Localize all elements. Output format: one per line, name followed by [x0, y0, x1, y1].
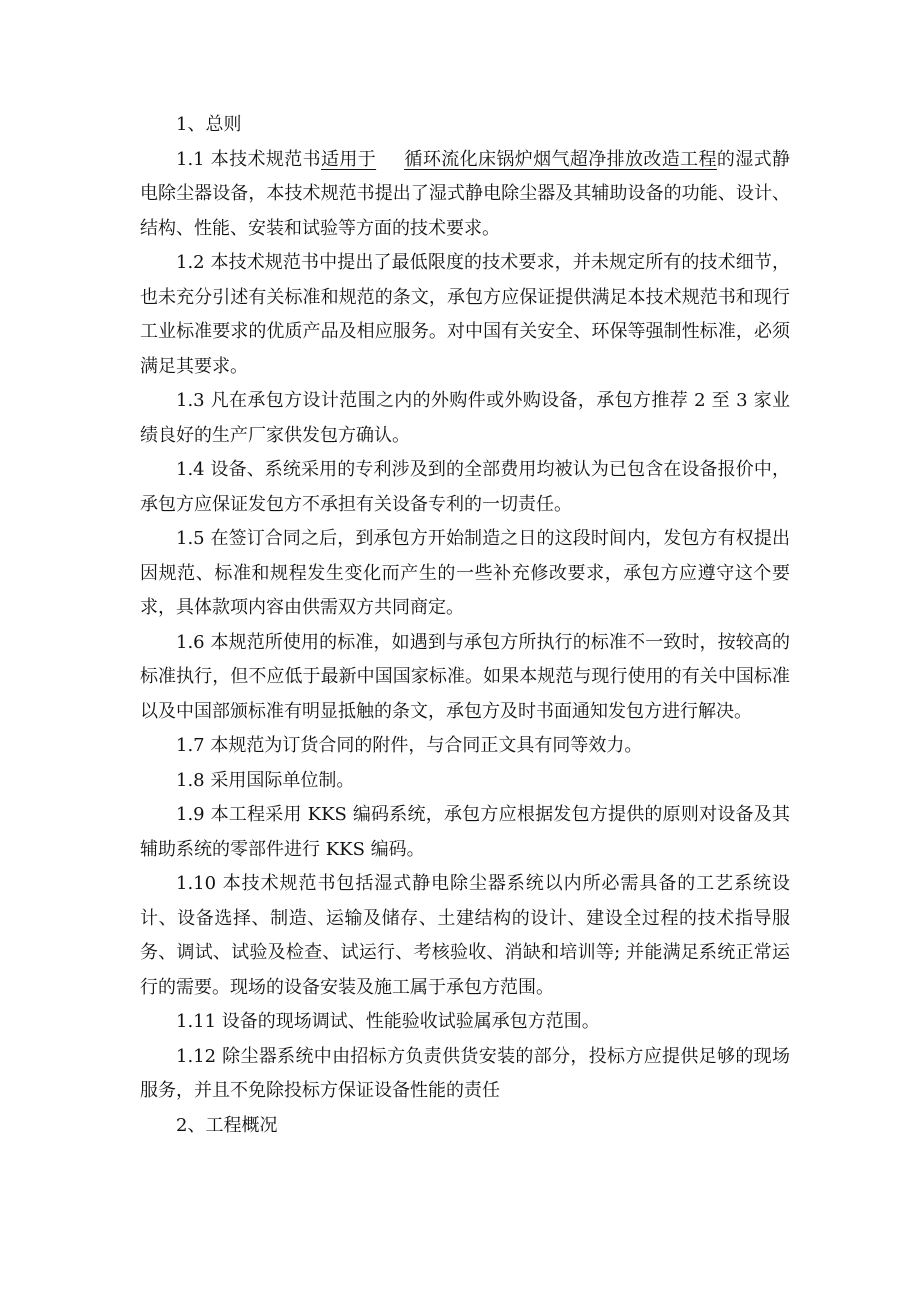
paragraph-1-9: 1.9 本工程采用 KKS 编码系统，承包方应根据发包方提供的原则对设备及其辅助系统的零部件进行 KKS 编码。: [140, 804, 790, 860]
document-body: [140, 108, 790, 1143]
section-heading-general: 1、总则: [176, 114, 242, 135]
paragraph-1-1: [140, 143, 790, 247]
paragraph-1-5: 1.5 在签订合同之后，到承包方开始制造之日的这段时间内，发包方有权提出因规范、标准和规程发生变化而产生的一些补充修改要求，承包方应遵守这个要求，具体款项内容由供需双方共同商定。: [140, 528, 790, 618]
paragraph-1-8: 1.8 采用国际单位制。: [176, 769, 355, 791]
underlined-applies-to: 适用于: [320, 148, 377, 170]
paragraph-1-4: 1.4 设备、系统采用的专利涉及到的全部费用均被认为已包含在设备报价中，承包方应保证发包方不承担有关设备专利的一切责任。: [140, 459, 790, 515]
paragraph-1-12: 1.12 除尘器系统中由招标方负责供货安装的部分，投标方应提供足够的现场服务，并且不免除投标方保证设备性能的责任: [140, 1045, 790, 1101]
paragraph-1-2: 1.2 本技术规范书中提出了最低限度的技术要求，并未规定所有的技术细节，也未充分引述有关标准和规范的条文，承包方应保证提供满足本技术规范书和现行工业标准要求的优质产品及相应服务。对中国有关安全、环保等强制性标准，必须满足其要求。: [140, 252, 790, 377]
paragraph-1-11: 1.11 设备的现场调试、性能验收试验属承包方范围。: [176, 1011, 600, 1032]
paragraph-1-10: 1.10 本技术规范书包括湿式静电除尘器系统以内所必需具备的工艺系统设计、设备选择、制造、运输及储存、土建结构的设计、建设全过程的技术指导服务、调试、试验及检查、试运行、考核验收、消缺和培训等; 并能满足系统正常运行的需要。现场的设备安装及施工属于承包方范围。: [140, 873, 790, 998]
paragraph-1-6: 1.6 本规范所使用的标准，如遇到与承包方所执行的标准不一致时，按较高的标准执行，但不应低于最新中国国家标准。如果本规范与现行使用的有关中国标准以及中国部颁标准有明显抵触的条文，承包方及时书面通知发包方进行解决。: [140, 631, 790, 722]
paragraph-1-1-suffix: 的湿式静电除尘器设备，本技术规范书提出了湿式静电除尘器及其辅助设备的功能、设计、结构、性能、安装和试验等方面的技术要求。: [140, 148, 791, 239]
paragraph-1-3: 1.3 凡在承包方设计范围之内的外购件或外购设备，承包方推荐 2 至 3 家业绩良好的生产厂家供发包方确认。: [140, 390, 790, 446]
paragraph-1-7: 1.7 本规范为订货合同的附件，与合同正文具有同等效力。: [176, 735, 643, 756]
paragraph-1-1-prefix: 1.1 本技术规范书: [176, 148, 321, 170]
section-heading-project-overview: 2、工程概况: [176, 1114, 278, 1136]
underlined-project-name: 循环流化床锅炉烟气超净排放改造工程: [404, 148, 717, 170]
